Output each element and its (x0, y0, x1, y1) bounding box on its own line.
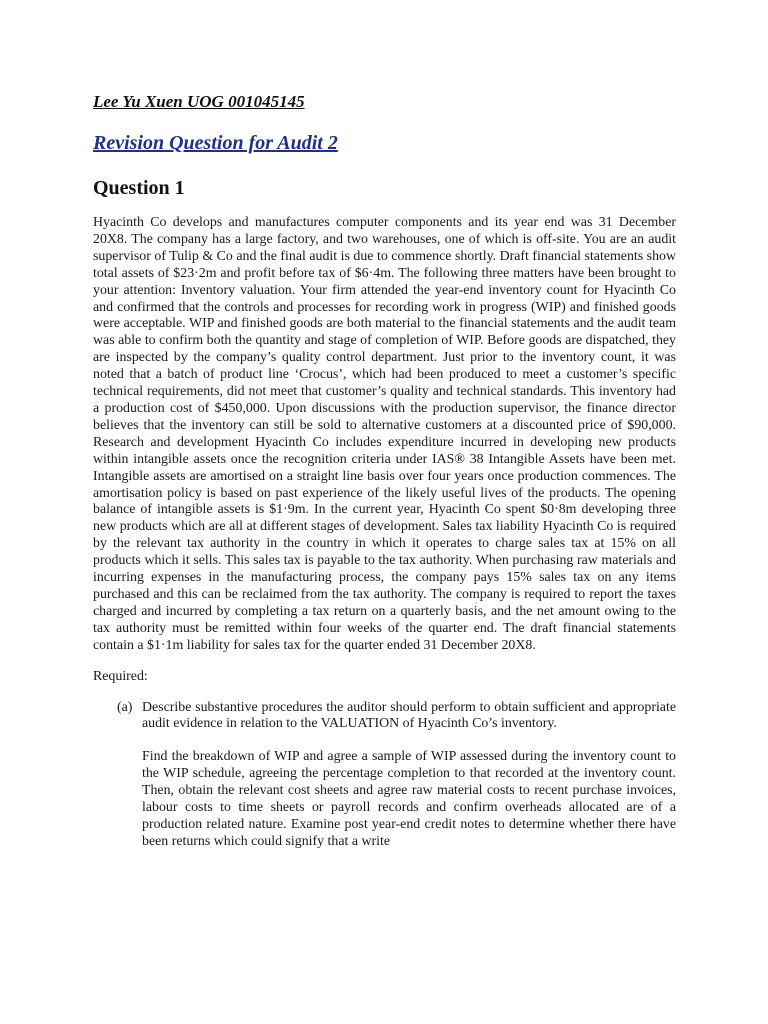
item-a-text: Describe substantive procedures the auditor should perform to obtain sufficient and appropriate audit evidence in relation to the VALUATION of Hyacinth Co’s inventory. (142, 699, 676, 732)
question-heading: Question 1 (93, 177, 185, 199)
scenario-paragraph: Hyacinth Co develops and manufactures computer components and its year end was 31 December 20X8. The company has a large factory, and two warehouses, one of which is off-site. You are an audit supervisor of Tulip & Co and the final audit is due to commence shortly. Draft financial statements show total assets of $23·2m and profit before tax of $6·4m. The following three matters have been brought to your attention: Inventory valuation. Your firm attended the year-end inventory count for Hyacinth Co and confirmed that the controls and processes for recording work in progress (WIP) and finished goods were acceptable. WIP and finished goods are both material to the financial statements and the audit team was able to confirm both the quantity and stage of completion of WIP. Before goods are dispatched, they are inspected by the company’s quality control department. Just prior to the inventory count, it was noted that a batch of product line ‘Crocus’, which had been produced to meet a customer’s specific technical requirements, did not meet that customer’s quality and technical standards. This inventory had a production cost of $450,000. Upon discussions with the production supervisor, the finance director believes that the inventory can still be sold to alternative customers at a discounted price of $90,000. Research and development Hyacinth Co includes expenditure incurred in developing new products within intangible assets once the recognition criteria under IAS® 38 Intangible Assets have been met. Intangible assets are amortised on a straight line basis over four years once production commences. The amortisation policy is based on past experience of the likely useful lives of the products. The opening balance of intangible assets is $1·9m. In the current year, Hyacinth Co spent $0·8m developing three new products which are all at different stages of development. Sales tax liability Hyacinth Co is required by the relevant tax authority in the country in which it operates to charge sales tax at 15% on all products which it sells. This sales tax is payable to the tax authority. When purchasing raw materials and incurring expenses in the manufacturing process, the company pays 15% sales tax on any items purchased and this can be reclaimed from the tax authority. The company is required to report the taxes charged and incurred by completing a tax return on a quarterly basis, and the net amount owing to the tax authority must be remitted within four weeks of the quarter end. The draft financial statements contain a $1·1m liability for sales tax for the quarter ended 31 December 20X8. (93, 215, 676, 653)
question-item-a (93, 700, 676, 734)
item-a-label: (a) (117, 699, 133, 715)
answer-a-paragraph: Find the breakdown of WIP and agree a sample of WIP assessed during the inventory count to the WIP schedule, agreeing the percentage completion to that recorded at the inventory count. Then, obtain the relevant cost sheets and agree raw material costs to recent purchase invoices, labour costs to time sheets or payroll records and confirm overheads allocated are of a production related nature. Examine post year-end credit notes to determine whether there have been returns which could signify that a write (142, 749, 676, 849)
document-title: Revision Question for Audit 2 (93, 132, 338, 154)
author-line: Lee Yu Xuen UOG 001045145 (93, 92, 305, 111)
required-label: Required: (93, 668, 148, 684)
document-page (93, 92, 676, 851)
